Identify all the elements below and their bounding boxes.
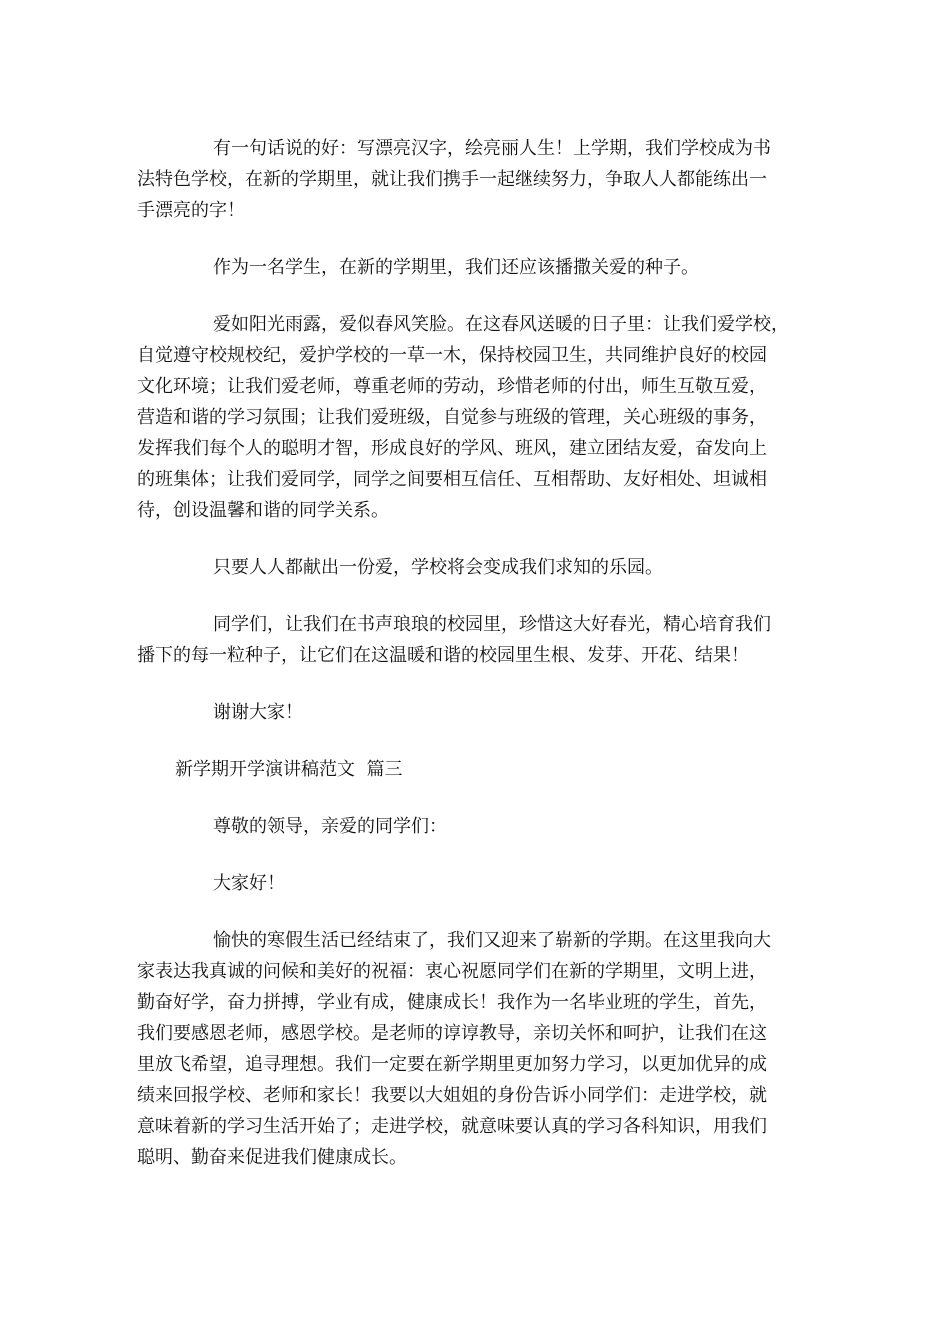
text-line: 勤奋好学，奋力拼搏，学业有成，健康成长！我作为一名毕业班的学生，首先， [137, 992, 767, 1013]
text-line: 绩来回报学校、老师和家长！我要以大姐姐的身份告诉小同学们：走进学校，就 [137, 1085, 767, 1106]
paragraph-calligraphy [137, 133, 817, 226]
text-line: 聪明、勤奋来促进我们健康成长。 [137, 1147, 407, 1168]
text-line: 只要人人都献出一份爱，学校将会变成我们求知的乐园。 [213, 557, 663, 578]
text-line: 有一句话说的好：写漂亮汉字，绘亮丽人生！上学期，我们学校成为书 [213, 138, 771, 159]
text-line: 我们要感恩老师，感恩学校。是老师的谆谆教导，亲切关怀和呵护，让我们在这 [137, 1023, 767, 1044]
text-line: 文化环境；让我们爱老师，尊重老师的劳动，珍惜老师的付出，师生互敬互爱， [137, 376, 767, 397]
text-line: 播下的每一粒种子，让它们在这温暖和谐的校园里生根、发芽、开花、结果！ [137, 645, 749, 666]
text-line: 里放飞希望，追寻理想。我们一定要在新学期里更加努力学习，以更加优异的成 [137, 1054, 767, 1075]
text-line: 愉快的寒假生活已经结束了，我们又迎来了崭新的学期。在这里我向大 [213, 930, 771, 951]
section-heading [137, 754, 817, 785]
text-line: 法特色学校，在新的学期里，就让我们携手一起继续努力，争取人人都能练出一 [137, 169, 767, 190]
text-line: 作为一名学生，在新的学期里，我们还应该播撒关爱的种子。 [213, 257, 699, 278]
text-line: 意味着新的学习生活开始了；走进学校，就意味要认真的学习各科知识，用我们 [137, 1116, 767, 1137]
text-line: 尊敬的领导，亲爱的同学们： [213, 816, 447, 837]
text-line: 待，创设温馨和谐的同学关系。 [137, 500, 389, 521]
text-line: 手漂亮的字！ [137, 200, 245, 221]
paragraph-seeds-of-love [137, 252, 817, 283]
document-body [137, 133, 817, 1199]
paragraph-paradise [137, 552, 817, 583]
section-heading-text: 新学期开学演讲稿范文 篇三 [175, 759, 403, 780]
paragraph-new-semester [137, 925, 817, 1173]
text-line: 大家好！ [213, 873, 285, 894]
paragraph-hello [137, 868, 817, 899]
text-line: 谢谢大家！ [213, 702, 303, 723]
paragraph-love-school [137, 309, 817, 526]
text-line: 发挥我们每个人的聪明才智，形成良好的学风、班风，建立团结友爱，奋发向上 [137, 438, 767, 459]
text-line: 家表达我真诚的问候和美好的祝福：衷心祝愿同学们在新的学期里，文明上进， [137, 961, 767, 982]
paragraph-greeting [137, 811, 817, 842]
text-line: 的班集体；让我们爱同学，同学之间要相互信任、互相帮助、友好相处、坦诚相 [137, 469, 767, 490]
text-line: 爱如阳光雨露，爱似春风笑脸。在这春风送暖的日子里：让我们爱学校， [213, 314, 789, 335]
text-line: 同学们，让我们在书声琅琅的校园里，珍惜这大好春光，精心培育我们 [213, 614, 771, 635]
text-line: 营造和谐的学习氛围；让我们爱班级，自觉参与班级的管理，关心班级的事务， [137, 407, 767, 428]
text-line: 自觉遵守校规校纪，爱护学校的一草一木，保持校园卫生，共同维护良好的校园 [137, 345, 767, 366]
paragraph-cherish-spring [137, 609, 817, 671]
paragraph-thanks [137, 697, 817, 728]
